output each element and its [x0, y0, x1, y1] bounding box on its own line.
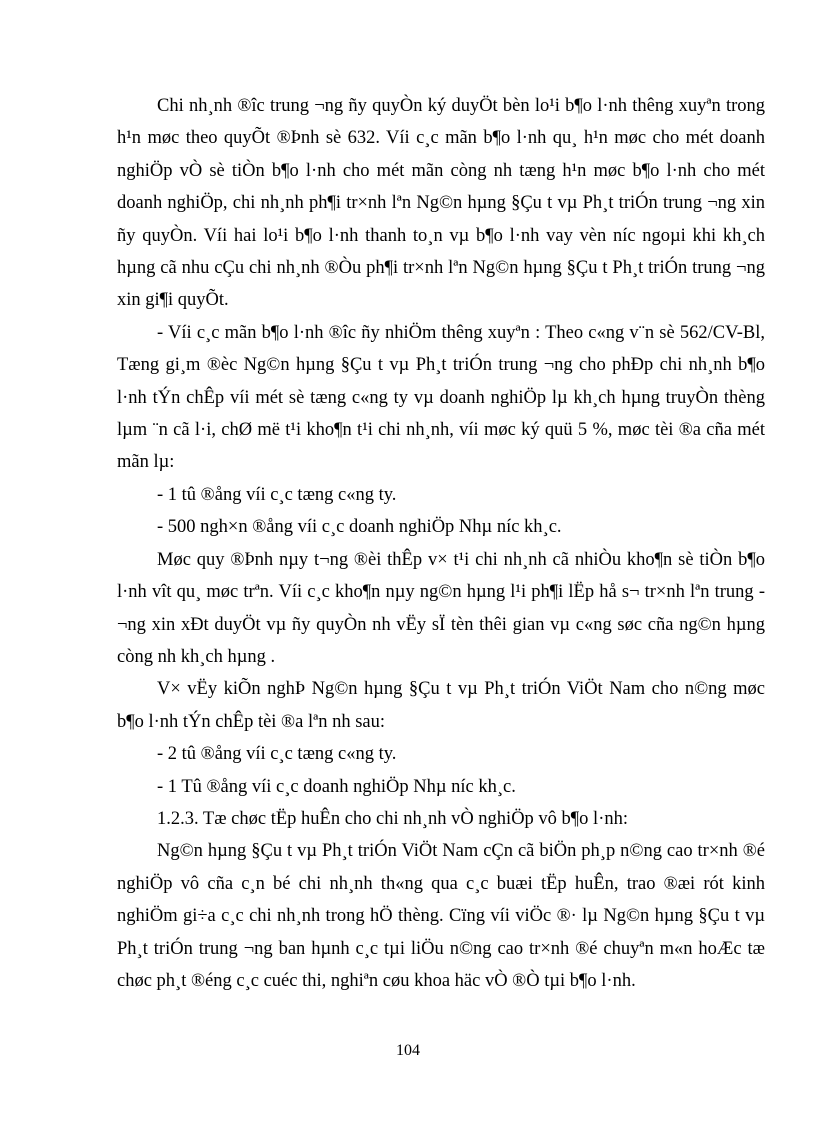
paragraph-regular-guarantee: - Víi c¸c mãn b¶o l·nh ®îc ñy nhiÖm thêng xuyªn : Theo c«ng v¨n sè 562/CV-Bl, Tæng gi¸m ®èc Ng©n hµng §Çu t vµ Ph¸t triÓn trung ¬ng cho phÐp chi nh¸nh b¶o l·nh tÝn chÊp víi mét sè tæng c«ng ty vµ doanh nghiÖp lµ kh¸ch hµng truyÒn thèng lµm ¨n cã l·i, chØ më t¹i kho¶n t¹i chi nh¸nh, víi møc ký quü 5 %, møc tèi ®a cña mét mãn lµ: — [117, 322, 765, 473]
body-text — [117, 90, 765, 997]
paragraph-limit-issue: Møc quy ®Þnh nµy t¬ng ®èi thÊp v× t¹i chi nh¸nh cã nhiÒu kho¶n sè tiÒn b¶o l·nh vît qu¸ møc trªn. Víi c¸c kho¶n nµy ng©n hµng l¹i ph¶i lËp hå s¬ tr×nh lªn trung ¬ng xin xÐt duyÖt vµ ñy quyÒn nh vËy sÏ tèn thêi gian vµ c«ng søc cña ng©n hµng còng nh kh¸ch hµng . — [117, 549, 765, 667]
list-item: - 1 Tû ®ång víi c¸c doanh nghiÖp Nhµ níc kh¸c. — [157, 776, 516, 797]
paragraph-authority: Chi nh¸nh ®îc trung ¬ng ñy quyÒn ký duyÖt bèn lo¹i b¶o l·nh thêng xuyªn trong h¹n møc theo quyÕt ®Þnh sè 632. Víi c¸c mãn b¶o l·nh qu¸ h¹n møc cho mét doanh nghiÖp vÒ sè tiÒn b¶o l·nh cho mét mãn còng nh tæng h¹n møc b¶o l·nh cho mét doanh nghiÖp, chi nh¸nh ph¶i tr×nh lªn Ng©n hµng §Çu t vµ Ph¸t triÓn trung ¬ng xin ñy quyÒn. Víi hai lo¹i b¶o l·nh thanh to¸n vµ b¶o l·nh vay vèn níc ngoµi khi kh¸ch hµng cã nhu cÇu chi nh¸nh ®Òu ph¶i tr×nh lªn Ng©n hµng §Çu t Ph¸t triÓn trung ¬ng xin gi¶i quyÕt. — [117, 96, 765, 311]
section-heading: 1.2.3. Tæ chøc tËp huÊn cho chi nh¸nh vÒ nghiÖp vô b¶o l·nh: — [157, 808, 629, 829]
paragraph-recommendation: V× vËy kiÕn nghÞ Ng©n hµng §Çu t vµ Ph¸t triÓn ViÖt Nam cho n©ng møc b¶o l·nh tÝn chÊp tèi ®a lªn nh sau: — [117, 679, 765, 732]
list-item: - 2 tû ®ång víi c¸c tæng c«ng ty. — [157, 744, 397, 765]
paragraph-training: Ng©n hµng §Çu t vµ Ph¸t triÓn ViÖt Nam cÇn cã biÖn ph¸p n©ng cao tr×nh ®é nghiÖp vô cña c¸n bé chi nh¸nh th«ng qua c¸c buæi tËp huÊn, trao ®æi rót kinh nghiÖm gi÷a c¸c chi nh¸nh trong hÖ thèng. Cïng víi viÖc ®· lµ Ng©n hµng §Çu t vµ Ph¸t triÓn trung ¬ng ban hµnh c¸c tµi liÖu n©ng cao tr×nh ®é chuyªn m«n hoÆc tæ chøc ph¸t ®éng c¸c cuéc thi, nghiªn cøu khoa häc vÒ ®Ò tµi b¶o l·nh. — [117, 841, 765, 991]
page-number: 104 — [396, 1042, 420, 1059]
list-item: - 500 ngh×n ®ång víi c¸c doanh nghiÖp Nhµ níc kh¸c. — [157, 517, 562, 538]
list-item: - 1 tû ®ång víi c¸c tæng c«ng ty. — [157, 484, 397, 505]
